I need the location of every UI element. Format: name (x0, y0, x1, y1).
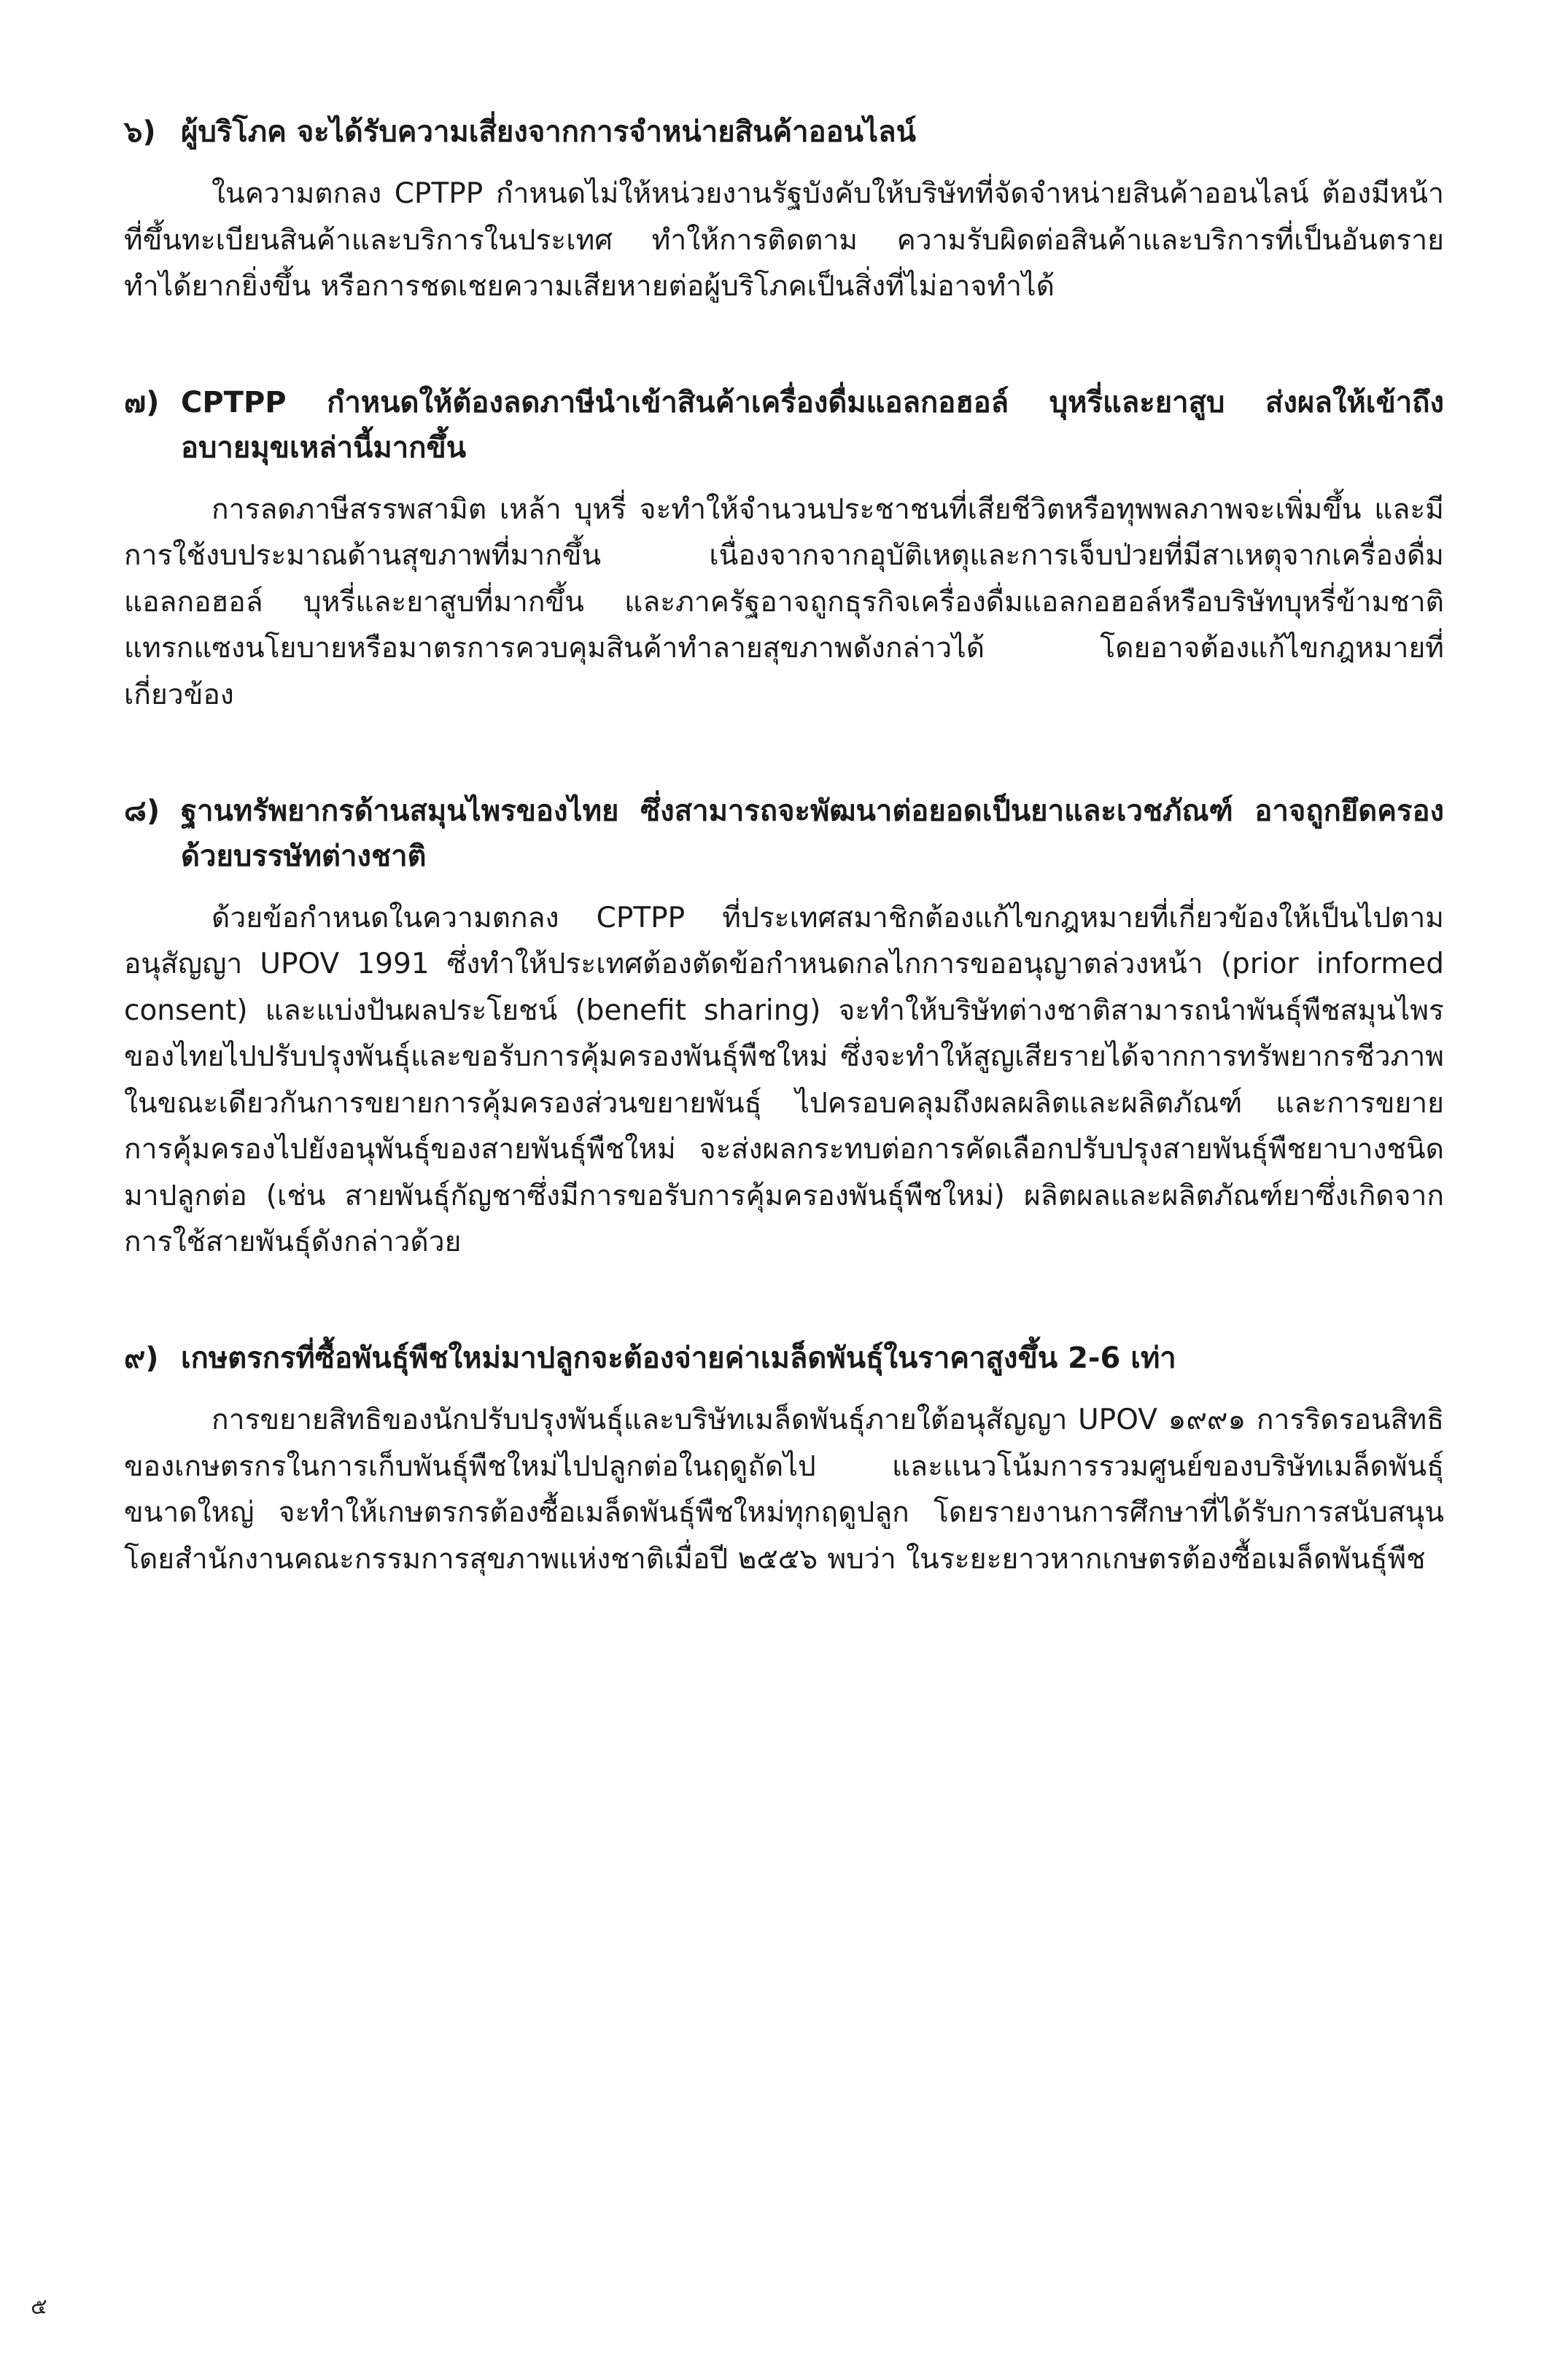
section-9-paragraph-1: การขยายสิทธิของนักปรับปรุงพันธุ์และบริษัทเมล็ดพันธุ์ภายใต้อนุสัญญา UPOV ๑๙๙๑ การริดรอนสิทธิของเกษตรกรในการเก็บพันธุ์พืชใหม่ไปปลูกต่อในฤดูถัดไป และแนวโน้มการรวมศูนย์ของบริษัทเมล็ดพันธุ์ขนาดใหญ่ จะทำให้เกษตรกรต้องซื้อเมล็ดพันธุ์พืชใหม่ทุกฤดูปลูก โดยรายงานการศึกษาที่ได้รับการสนับสนุนโดยสำนักงานคณะกรรมการสุขภาพแห่งชาติเมื่อปี ๒๕๕๖ พบว่า ในระยะยาวหากเกษตรต้องซื้อเมล็ดพันธุ์พืช (124, 1403, 1445, 1576)
section-6-paragraph-1: ในความตกลง CPTPP กำหนดไม่ให้หน่วยงานรัฐบังคับให้บริษัทที่จัดจำหน่ายสินค้าออนไลน์ ต้องมีหน้าที่ขึ้นทะเบียนสินค้าและบริการในประเทศ ทำให้การติดตาม ความรับผิดต่อสินค้าและบริการที่เป็นอันตรายทำได้ยากยิ่งขึ้น หรือการชดเชยความเสียหายต่อผู้บริโภคเป็นสิ่งที่ไม่อาจทำได้ (124, 177, 1444, 303)
section-8-heading-text: ฐานทรัพยากรด้านสมุนไพรของไทย ซึ่งสามารถจะพัฒนาต่อยอดเป็นยาและเวชภัณฑ์ อาจถูกยึดครองด้วยบรรษัทต่างชาติ (181, 794, 1444, 873)
section-7-heading (124, 380, 1444, 471)
section-9-heading-text: เกษตรกรที่ซื้อพันธุ์พืชใหม่มาปลูกจะต้องจ่ายค่าเมล็ดพันธุ์ในราคาสูงขึ้น 2-6 เท่า (181, 1341, 1176, 1375)
section-6-heading (124, 109, 1444, 155)
section-6-number: ๖) (124, 115, 156, 149)
section-6 (124, 109, 1444, 310)
section-8 (124, 789, 1444, 1266)
page-number: ๕ (31, 2294, 47, 2320)
spacer (124, 348, 1444, 380)
section-7-number: ๗) (124, 385, 160, 419)
section-6-heading-text: ผู้บริโภค จะได้รับความเสี่ยงจากการจำหน่ายสินค้าออนไลน์ (181, 115, 916, 149)
section-9 (124, 1336, 1444, 1582)
spacer (124, 756, 1444, 789)
section-8-number: ๘) (124, 794, 160, 828)
section-7 (124, 380, 1444, 719)
section-7-heading-text: CPTPP กำหนดให้ต้องลดภาษีนำเข้าสินค้าเครื่องดื่มแอลกอฮอล์ บุหรี่และยาสูบ ส่งผลให้เข้าถึงอบายมุขเหล่านี้มากขึ้น (181, 385, 1444, 465)
section-9-heading (124, 1336, 1444, 1381)
section-8-heading (124, 789, 1444, 879)
section-9-number: ๙) (124, 1341, 159, 1375)
spacer (124, 1304, 1444, 1336)
document-body (124, 109, 1444, 1582)
section-8-paragraph-1: ด้วยข้อกำหนดในความตกลง CPTPP ที่ประเทศสมาชิกต้องแก้ไขกฎหมายที่เกี่ยวข้องให้เป็นไปตามอนุสัญญา UPOV 1991 ซึ่งทำให้ประเทศต้องตัดข้อกำหนดกลไกการขออนุญาตล่วงหน้า (prior informed consent) และแบ่งปันผลประโยชน์ (benefit sharing) จะทำให้บริษัทต่างชาติสามารถนำพันธุ์พืชสมุนไพรของไทยไปปรับปรุงพันธุ์และขอรับการคุ้มครองพันธุ์พืชใหม่ ซึ่งจะทำให้สูญเสียรายได้จากการทรัพยากรชีวภาพ ในขณะเดียวกันการขยายการคุ้มครองส่วนขยายพันธุ์ ไปครอบคลุมถึงผลผลิตและผลิตภัณฑ์ และการขยายการคุ้มครองไปยังอนุพันธุ์ของสายพันธุ์พืชใหม่ จะส่งผลกระทบต่อการคัดเลือกปรับปรุงสายพันธุ์พืชยาบางชนิดมาปลูกต่อ (เช่น สายพันธุ์กัญชาซึ่งมีการขอรับการคุ้มครองพันธุ์พืชใหม่) ผลิตผลและผลิตภัณฑ์ยาซึ่งเกิดจากการใช้สายพันธุ์ดังกล่าวด้วย (124, 901, 1444, 1259)
section-7-paragraph-1: การลดภาษีสรรพสามิต เหล้า บุหรี่ จะทำให้จำนวนประชาชนที่เสียชีวิตหรือทุพพลภาพจะเพิ่มขึ้น และมีการใช้งบประมาณด้านสุขภาพที่มากขึ้น เนื่องจากจากอุบัติเหตุและการเจ็บป่วยที่มีสาเหตุจากเครื่องดื่มแอลกอฮอล์ บุหรี่และยาสูบที่มากขึ้น และภาครัฐอาจถูกธุรกิจเครื่องดื่มแอลกอฮอล์หรือบริษัทบุหรี่ข้ามชาติแทรกแซงนโยบายหรือมาตรการควบคุมสินค้าทำลายสุขภาพดังกล่าวได้ โดยอาจต้องแก้ไขกฎหมายที่เกี่ยวข้อง (124, 492, 1444, 711)
